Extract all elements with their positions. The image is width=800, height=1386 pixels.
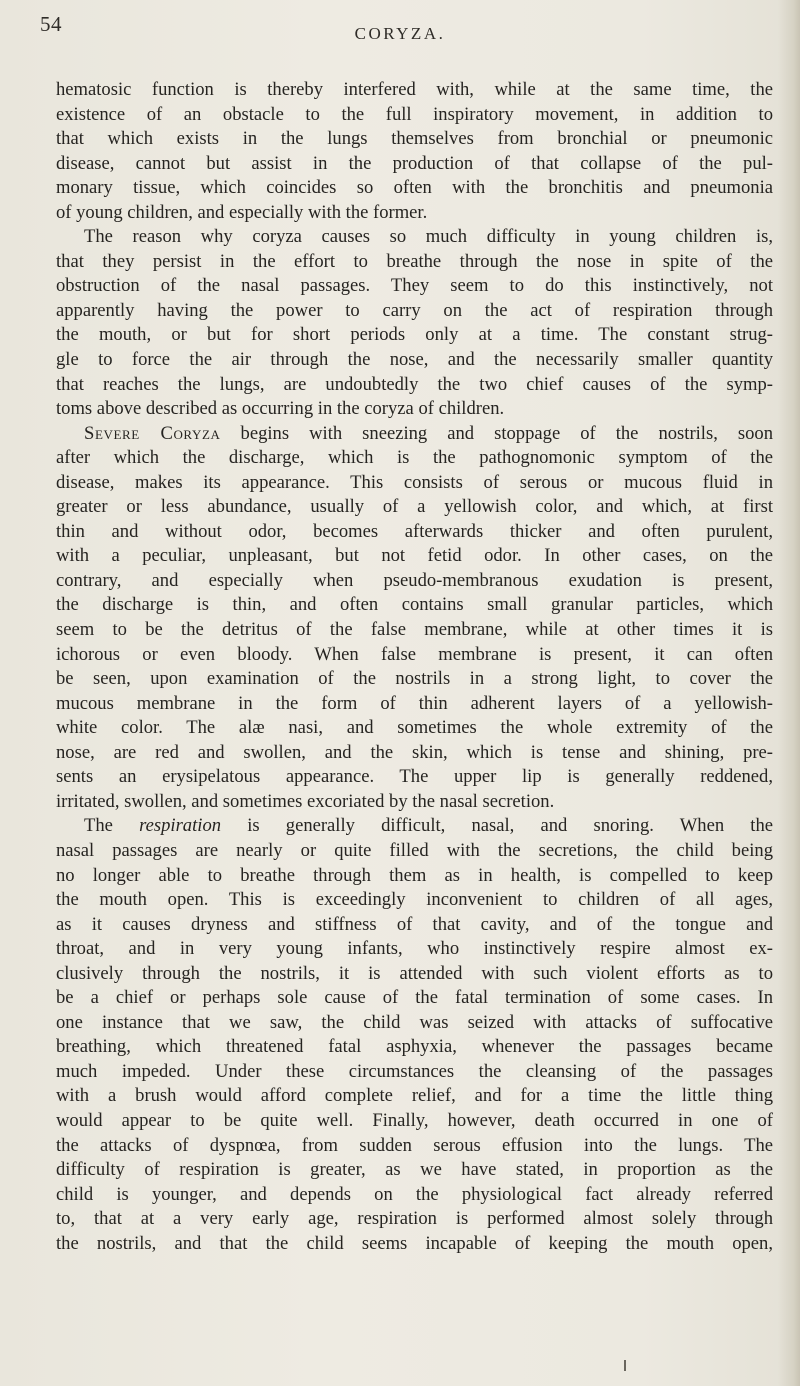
text-line: be seen, upon examination of the nostrils in a strong light, to cover the <box>56 668 773 690</box>
text-line: of young children, and especially with the former. <box>56 201 428 223</box>
running-title: CORYZA. <box>354 24 446 43</box>
text-line: the mouth, or but for short periods only at a time. The constant strug- <box>56 324 773 346</box>
text-line <box>56 422 773 447</box>
body-text <box>56 78 773 1256</box>
text-line: after which the discharge, which is the pathognomonic symptom of the <box>56 447 773 469</box>
text-line: that reaches the lungs, are undoubtedly the two chief causes of the symp- <box>56 373 773 395</box>
text-line: would appear to be quite well. Finally, however, death occurred in one of <box>56 1109 773 1131</box>
text-line: hematosic function is thereby interfered with, while at the same time, the <box>56 79 773 100</box>
text-line: nasal passages are nearly or quite filled with the secretions, the child being <box>56 839 773 861</box>
text-line: contrary, and especially when pseudo-membranous exudation is present, <box>56 569 773 591</box>
text-line: clusively through the nostrils, it is attended with such violent efforts as to <box>56 962 773 984</box>
text-line: that they persist in the effort to breathe through the nose in spite of the <box>56 250 773 272</box>
text-line: disease, makes its appearance. This consists of serous or mucous fluid in <box>56 471 773 493</box>
text-line: to, that at a very early age, respiration is performed almost solely through <box>56 1208 773 1230</box>
text-line: disease, cannot but assist in the production of that collapse of the pul- <box>56 152 773 174</box>
text-line: child is younger, and depends on the physiological fact already referred <box>56 1183 773 1205</box>
text-line: obstruction of the nasal passages. They seem to do this instinctively, not <box>56 275 773 297</box>
text-line: thin and without odor, becomes afterwards thicker and often purulent, <box>56 520 773 542</box>
text-line: the discharge is thin, and often contains small granular particles, which <box>56 594 773 616</box>
text-line: The reason why coryza causes so much difficulty in young children is, <box>84 226 773 248</box>
text-line: irritated, swollen, and sometimes excoriated by the nasal secretion. <box>56 790 555 812</box>
page-edge-shadow <box>778 0 800 1386</box>
text-line: nose, are red and swollen, and the skin, which is tense and shining, pre- <box>56 741 773 763</box>
text-line: difficulty of respiration is greater, as we have stated, in proportion as the <box>56 1159 773 1181</box>
text-line: breathing, which threatened fatal asphyxia, whenever the passages became <box>56 1036 773 1058</box>
text-line: throat, and in very young infants, who instinctively respire almost ex- <box>56 938 773 960</box>
italic-term-respiration: respiration <box>139 815 222 837</box>
text-line: toms above described as occurring in the coryza of children. <box>56 398 505 420</box>
text-line: the attacks of dyspnœa, from sudden serous effusion into the lungs. The <box>56 1134 773 1156</box>
text-line: that which exists in the lungs themselves from bronchial or pneumonic <box>56 128 773 150</box>
text-line: with a peculiar, unpleasant, but not fetid odor. In other cases, on the <box>56 545 773 567</box>
text-line: the mouth open. This is exceedingly inconvenient to children of all ages, <box>56 889 773 911</box>
text-line: monary tissue, which coincides so often with the bronchitis and pneumonia <box>56 177 773 199</box>
text-line: existence of an obstacle to the full inspiratory movement, in addition to <box>56 103 773 125</box>
text-line: sents an erysipelatous appearance. The upper lip is generally reddened, <box>56 766 773 788</box>
page-number: 54 <box>40 12 62 36</box>
text-line: be a chief or perhaps sole cause of the fatal termination of some cases. In <box>56 987 773 1009</box>
text-line: gle to force the air through the nose, and the necessarily smaller quantity <box>56 349 773 371</box>
text-line: apparently having the power to carry on the act of respiration through <box>56 299 773 321</box>
text-line: seem to be the detritus of the false membrane, while at other times it is <box>56 619 773 641</box>
text-run: is generally difficult, nasal, and snoring. When the <box>221 815 773 837</box>
text-run: The <box>84 815 140 837</box>
text-line: greater or less abundance, usually of a yellowish color, and which, at first <box>56 496 773 518</box>
text-line: no longer able to breathe through them as in health, is compelled to keep <box>56 864 773 886</box>
text-line: ichorous or even bloody. When false membrane is present, it can often <box>56 643 773 665</box>
text-line <box>56 814 773 839</box>
text-run: begins with sneezing and stoppage of the nostrils, soon <box>220 422 773 444</box>
ink-speck <box>624 1360 626 1371</box>
section-heading-severe-coryza: Severe Coryza <box>84 422 221 444</box>
text-line: as it causes dryness and stiffness of that cavity, and of the tongue and <box>56 913 773 935</box>
text-line: with a brush would afford complete relief, and for a time the little thing <box>56 1085 773 1107</box>
text-line: the nostrils, and that the child seems incapable of keeping the mouth open, <box>56 1232 773 1254</box>
text-line: mucous membrane in the form of thin adherent layers of a yellowish- <box>56 692 773 714</box>
text-line: much impeded. Under these circumstances the cleansing of the passages <box>56 1060 773 1082</box>
text-line: white color. The alæ nasi, and sometimes the whole extremity of the <box>56 717 773 739</box>
text-line: one instance that we saw, the child was seized with attacks of suffocative <box>56 1011 773 1033</box>
